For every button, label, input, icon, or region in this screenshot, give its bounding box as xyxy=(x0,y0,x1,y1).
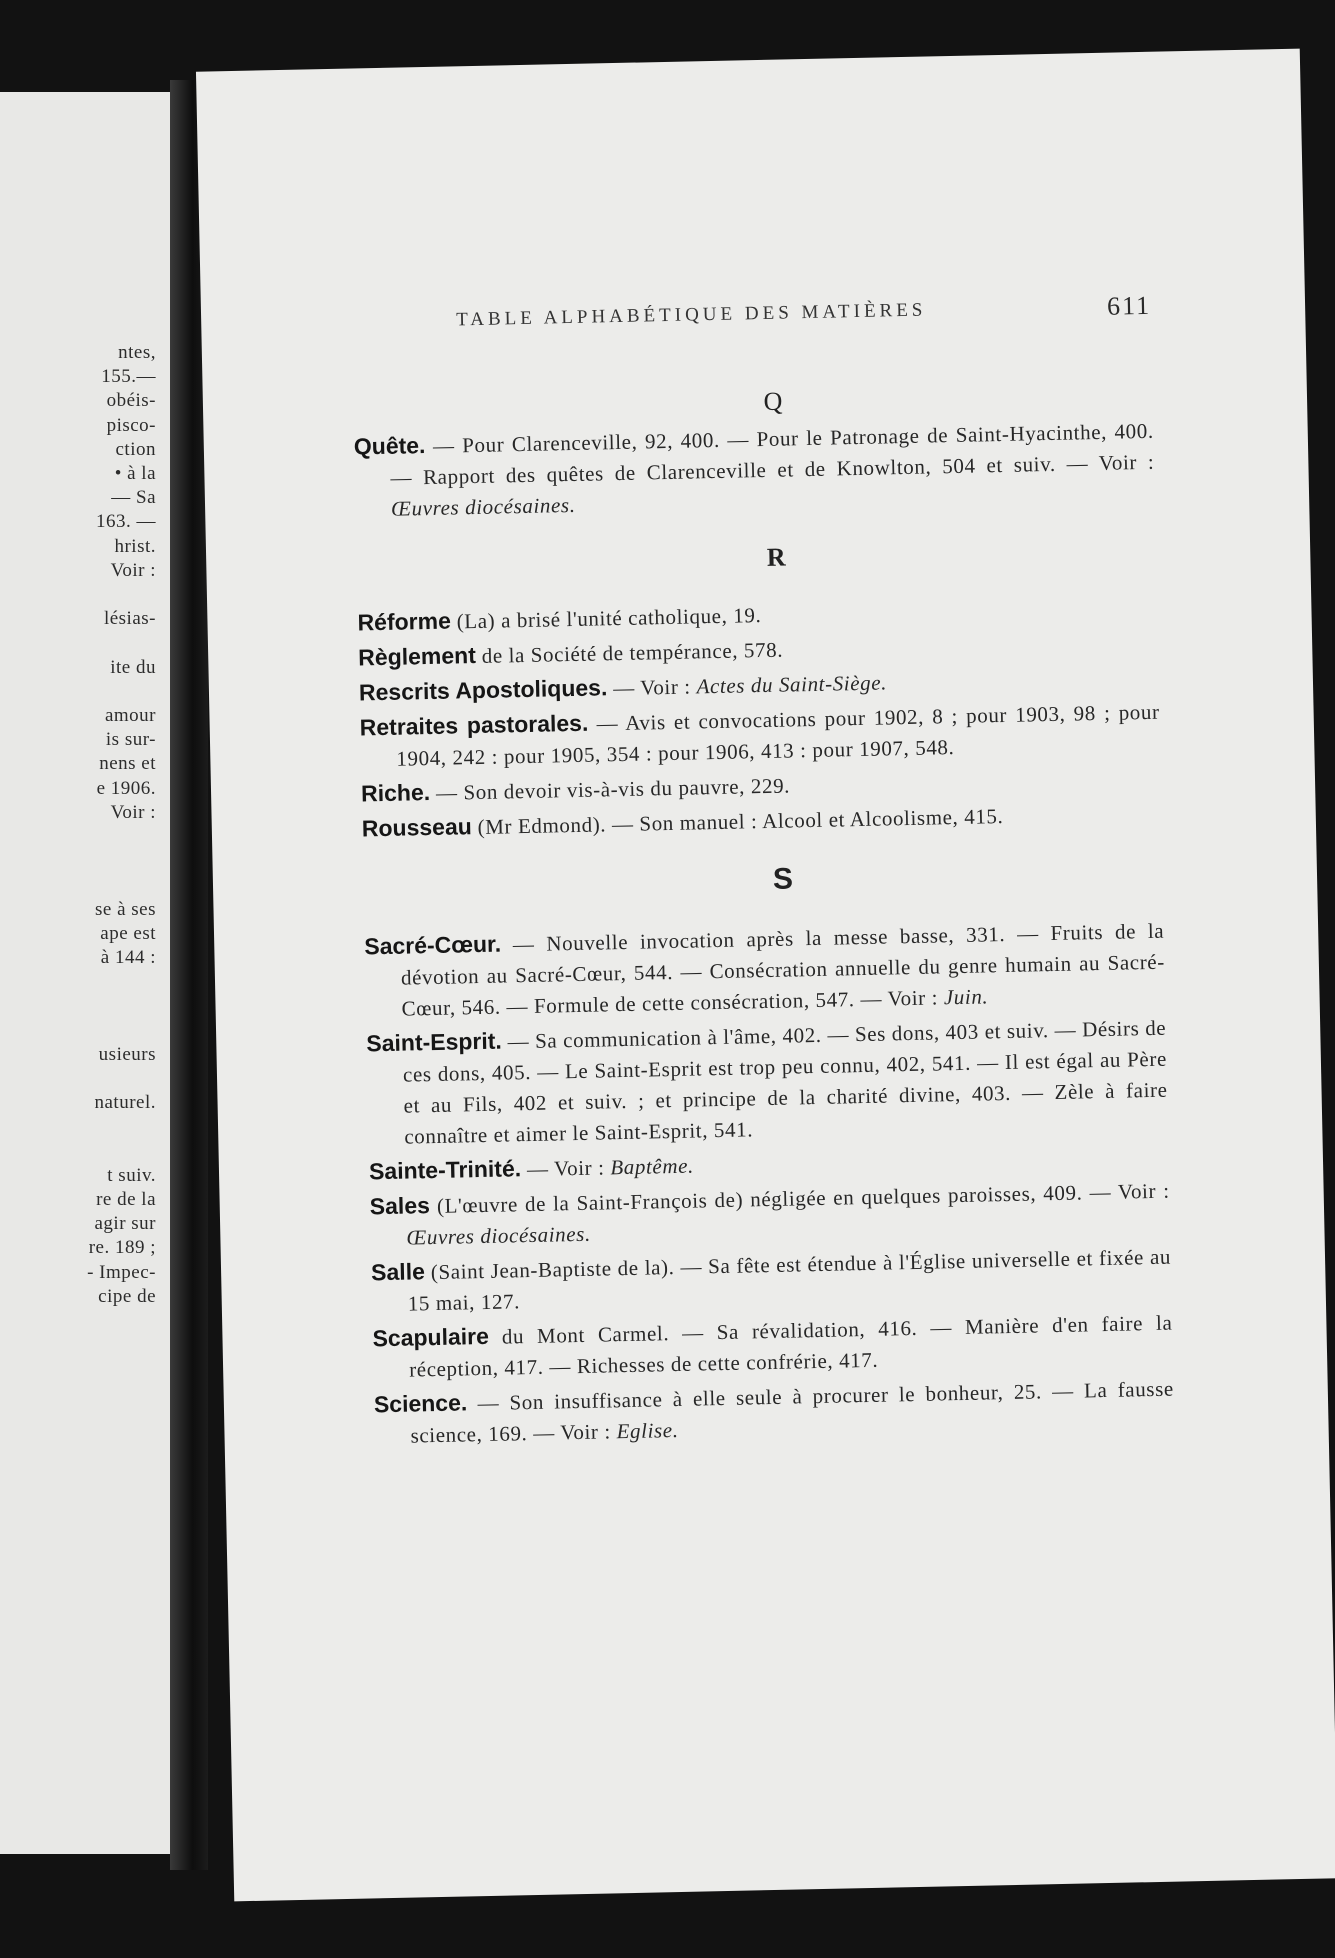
entry-text: de la Société de tempérance, 578. xyxy=(475,637,784,669)
running-title: TABLE ALPHABÉTIQUE DES MATIÈRES xyxy=(455,299,927,331)
index-entry xyxy=(374,1373,1175,1453)
left-page-line: 155.— xyxy=(101,366,156,388)
entry-headword: Salle xyxy=(370,1258,426,1286)
entry-text: — Sa communication à l'âme, 402. — Ses dons, 403 et suiv. — Désirs de ces dons, 405. — Le Saint-Esprit est trop peu connu, 402, 541. — Il est égal au Père et au Fils, 402 et suiv. ; et principe de la charité divine, 403. — Zèle à faire connaître et aimer le Saint-Esprit, 541. xyxy=(402,1015,1168,1149)
entry-headword: Sainte-Trinité. xyxy=(368,1155,522,1185)
left-page-line: re de la xyxy=(96,1189,156,1210)
entry-text: — Avis et convocations pour 1902, 8 ; pour 1903, 98 ; pour 1904, 242 : pour 1905, 354 : pour 1906, 413 : pour 1907, 548. xyxy=(396,699,1160,771)
left-page-line: is sur- xyxy=(105,729,156,751)
left-page-line: Voir : xyxy=(110,559,156,581)
entry-headword: Riche. xyxy=(360,779,431,807)
entry-cross-reference: Actes du Saint-Siège. xyxy=(696,670,888,699)
entry-cross-reference: Œuvres diocésaines. xyxy=(390,492,576,521)
left-page-line: ite du xyxy=(110,656,156,678)
entry-headword: Sacré-Cœur. xyxy=(364,930,502,960)
entry-headword: Règlement xyxy=(357,642,477,671)
entry-cross-reference: Eglise. xyxy=(616,1417,679,1444)
left-page-line: - Impec- xyxy=(87,1261,156,1283)
entry-headword: Scapulaire xyxy=(372,1322,490,1352)
entry-text: — Son devoir vis-à-vis du pauvre, 229. xyxy=(429,773,791,806)
entry-headword: Réforme xyxy=(357,607,452,636)
entry-cross-reference: Œuvres diocésaines. xyxy=(406,1221,592,1250)
left-page-line: agir sur xyxy=(94,1213,156,1235)
section-s-entries xyxy=(364,915,1175,1453)
entry-cross-reference: Juin. xyxy=(943,984,989,1010)
left-page-line: ntes, xyxy=(118,342,156,363)
left-page-line: naturel. xyxy=(94,1092,156,1114)
section-letter-s: S xyxy=(772,862,794,896)
index-entry xyxy=(354,415,1156,526)
entry-text: — Pour Clarenceville, 92, 400. — Pour le Patronage de Saint-Hyacinthe, 400. — Rapport des quêtes de Clarenceville et de Knowlton, 504 et suiv. — Voir : xyxy=(390,418,1155,490)
section-r-entries xyxy=(357,591,1162,846)
entry-text: — Voir : xyxy=(607,674,697,701)
left-page-line: 163. — xyxy=(96,511,156,533)
entry-headword: Sales xyxy=(369,1192,431,1220)
left-facing-page xyxy=(0,92,170,1854)
entry-cross-reference: Baptême. xyxy=(610,1153,695,1180)
left-page-line: ction xyxy=(115,438,156,460)
left-page-line: re. 189 ; xyxy=(88,1237,156,1259)
left-page-line: se à ses xyxy=(95,898,156,920)
section-letter-r: R xyxy=(766,542,786,572)
left-page-line: t suiv. xyxy=(107,1164,156,1186)
left-page-line: — Sa xyxy=(111,487,156,509)
entry-text: (Mr Edmond). — Son manuel : Alcool et Alcoolisme, 415. xyxy=(471,804,1004,840)
entry-text: (La) a brisé l'unité catholique, 19. xyxy=(450,603,762,634)
left-page-line: hrist. xyxy=(114,535,156,557)
entry-headword: Science. xyxy=(373,1389,468,1418)
left-page-line: pisco- xyxy=(106,414,156,436)
entry-text: du Mont Carmel. — Sa révalidation, 416. — Manière d'en faire la réception, 417. — Richesses de cette confrérie, 417. xyxy=(408,1310,1173,1382)
section-letter-q: Q xyxy=(763,386,783,416)
running-head xyxy=(456,287,1152,342)
left-page-line: usieurs xyxy=(98,1043,156,1065)
page-content xyxy=(351,287,1175,1456)
section-q-entries xyxy=(354,415,1156,526)
left-page-line: Voir : xyxy=(110,801,156,823)
left-page-line: ape est xyxy=(100,922,156,944)
left-page-line: amour xyxy=(104,705,156,726)
entry-text: (Saint Jean-Baptiste de la). — Sa fête est étendue à l'Église universelle et fixée au 15 mai, 127. xyxy=(407,1244,1172,1316)
entry-headword: Saint-Esprit. xyxy=(366,1027,503,1057)
left-page-line: nens et xyxy=(99,753,156,775)
entry-text: — Voir : xyxy=(520,1155,611,1182)
entry-headword: Rescrits Apostoliques. xyxy=(358,674,608,706)
page-number: 611 xyxy=(1106,290,1152,321)
entry-headword: Retraites pastorales. xyxy=(359,709,589,741)
left-page-line: cipe de xyxy=(98,1285,156,1307)
entry-text: — Nouvelle invocation après la messe basse, 331. — Fruits de la dévotion au Sacré-Cœur, 544. — Consécration annuelle du genre humain au Sacré-Cœur, 546. — Formule de cette consécration, 547. — Voir : xyxy=(400,918,1166,1021)
index-entry xyxy=(366,1012,1168,1154)
entry-headword: Quête. xyxy=(353,432,426,460)
entry-text: (L'œuvre de la Saint-François de) négligée en quelques paroisses, 409. — Voir : xyxy=(429,1178,1170,1219)
left-page-line: à 144 : xyxy=(100,947,156,968)
left-page-line: • à la xyxy=(114,463,156,484)
left-page-line: lésias- xyxy=(103,608,156,630)
index-entry xyxy=(364,915,1166,1026)
left-page-line: obéis- xyxy=(106,390,156,412)
entry-headword: Rousseau xyxy=(361,813,473,842)
left-page-line: e 1906. xyxy=(96,777,156,799)
index-page xyxy=(196,49,1335,1902)
entry-text: — Son insuffisance à elle seule à procurer le bonheur, 25. — La fausse science, 169. — Voir : xyxy=(410,1376,1175,1448)
